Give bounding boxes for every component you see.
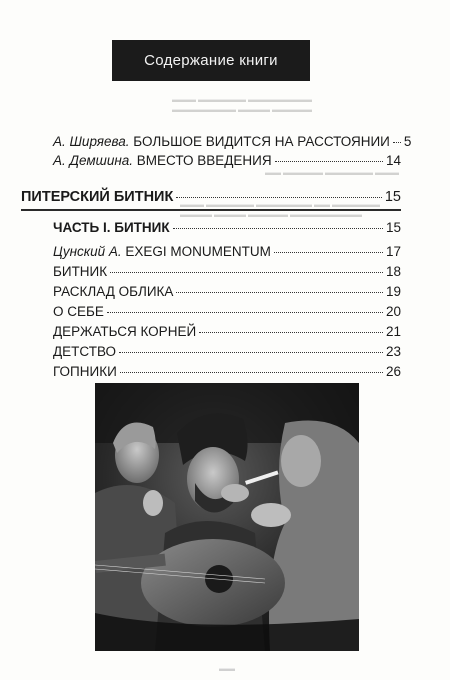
toc-entry-title: EXEGI MONUMENTUM: [125, 244, 271, 259]
toc-entry-title: ДЕРЖАТЬСЯ КОРНЕЙ: [53, 324, 197, 339]
toc-entry[interactable]: [53, 343, 401, 360]
toc-entry[interactable]: [53, 363, 401, 380]
section-divider: [21, 209, 401, 211]
toc-entry-title: ЧАСТЬ I. БИТНИК: [53, 220, 170, 235]
leader-dots: [393, 142, 401, 143]
leader-dots: [176, 197, 382, 198]
toc-entry-page: 18: [385, 264, 401, 279]
show-through-text: ▬▬▬ ▬▬▬▬▬▬ ▬▬▬▬▬▬▬▬ ▬▬▬▬▬▬▬▬ ▬▬▬▬ ▬▬▬▬▬: [172, 95, 312, 114]
toc-entry-page: 15: [385, 220, 401, 235]
toc-entry[interactable]: [53, 243, 401, 260]
toc-entry-author: Цунский А.: [53, 244, 122, 259]
show-through-text: ▬▬▬ ▬▬▬▬▬▬ ▬▬▬▬▬▬▬ ▬▬ ▬▬▬▬▬▬ ▬▬▬▬ ▬▬▬▬ ▬▬▬▬▬ ▬▬▬▬▬▬▬▬▬: [180, 200, 380, 219]
leader-dots: [120, 372, 383, 373]
toc-entry-label: [53, 152, 272, 169]
toc-entry-page: 21: [385, 324, 401, 339]
toc-entry[interactable]: [53, 323, 401, 340]
toc-entry-section[interactable]: [21, 189, 401, 206]
toc-entry-page: 17: [385, 244, 401, 259]
toc-entry-title: БИТНИК: [53, 264, 108, 279]
toc-entry-title: ДЕТСТВО: [53, 344, 116, 359]
leader-dots: [275, 161, 383, 162]
show-through-page-number: ▬▬: [219, 664, 235, 673]
contents-header: [112, 40, 310, 81]
leader-dots: [274, 252, 383, 253]
toc-entry-title: РАСКЛАД ОБЛИКА: [53, 284, 174, 299]
toc-entry-page: 14: [385, 153, 401, 168]
toc-entry-page: 20: [385, 304, 401, 319]
toc-entry-author: А. Ширяева.: [53, 134, 130, 149]
photo-illustration: [95, 383, 359, 651]
toc-entry-label: [53, 243, 271, 260]
toc-entry-page: 19: [385, 284, 401, 299]
toc-entry-title: О СЕБЕ: [53, 304, 104, 319]
toc-entry-author: А. Демшина.: [53, 153, 134, 168]
toc-entry-title: ПИТЕРСКИЙ БИТНИК: [21, 189, 174, 205]
toc-entry[interactable]: [53, 133, 412, 150]
beatnik-photo: [95, 383, 359, 651]
leader-dots: [173, 228, 383, 229]
toc-entry-title: ВМЕСТО ВВЕДЕНИЯ: [136, 153, 272, 168]
toc-entry-page: 5: [403, 134, 412, 149]
toc-entry[interactable]: [53, 283, 401, 300]
toc-entry-page: 15: [384, 189, 401, 205]
toc-entry-page: 23: [385, 344, 401, 359]
contents-title: Содержание книги: [144, 52, 278, 69]
leader-dots: [199, 332, 383, 333]
toc-entry-title: ГОПНИКИ: [53, 364, 117, 379]
toc-entry[interactable]: [53, 263, 401, 280]
toc-entry[interactable]: [53, 152, 401, 169]
toc-entry-page: 26: [385, 364, 401, 379]
toc-entry-title: БОЛЬШОЕ ВИДИТСЯ НА РАССТОЯНИИ: [133, 134, 390, 149]
leader-dots: [119, 352, 383, 353]
show-through-text: ▬▬ ▬▬▬▬▬ ▬▬▬▬▬▬ ▬▬▬: [265, 168, 399, 177]
leader-dots: [176, 292, 383, 293]
toc-entry[interactable]: [53, 303, 401, 320]
leader-dots: [107, 312, 383, 313]
toc-entry-label: [53, 133, 390, 150]
leader-dots: [110, 272, 383, 273]
toc-entry-part[interactable]: [53, 219, 401, 236]
